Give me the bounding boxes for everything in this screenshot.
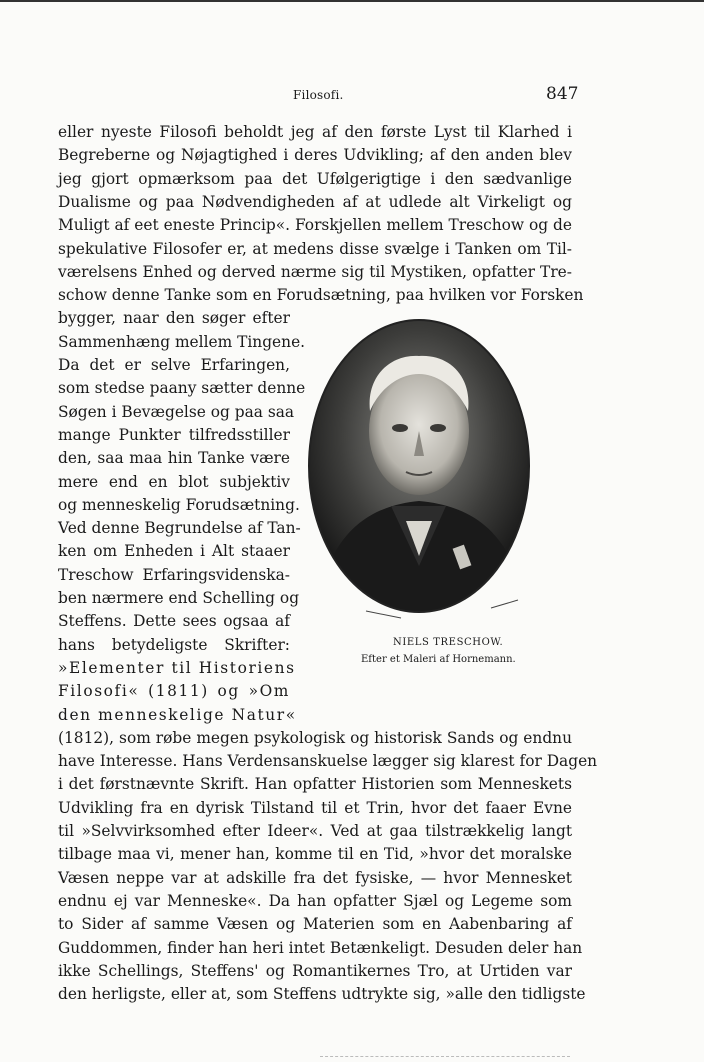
text-line: Filosofi« (1811) og »Om (58, 682, 290, 701)
text-line: i det førstnævnte Skrift. Han opfatter Historien som Menneskets (58, 775, 572, 794)
text-line: den, saa maa hin Tanke være (58, 449, 290, 468)
text-line: ken om Enheden i Alt staaer (58, 542, 290, 561)
bottom-rule (320, 1056, 570, 1058)
text-line: Væsen neppe var at adskille fra det fysiske, — hvor Mennesket (58, 868, 572, 887)
portrait-figure (306, 316, 532, 620)
text-line: Dualisme og paa Nødvendigheden af at udlede alt Virkeligt og (58, 192, 572, 211)
text-line: to Sider af samme Væsen og Materien som en Aabenbaring af (58, 915, 572, 934)
text-line: Sammenhæng mellem Tingene. (58, 332, 306, 351)
text-line: Ved denne Begrundelse af Tan- (58, 519, 301, 538)
text-line: (1812), som røbe megen psykologisk og historisk Sands og endnu (58, 728, 572, 747)
text-line: ikke Schellings, Steffens' og Romantikernes Tro, at Urtiden var (58, 961, 572, 980)
text-line: mere end en blot subjektiv (58, 472, 290, 491)
text-line: jeg gjort opmærksom paa det Ufølgerigtige i den sædvanlige (58, 169, 572, 188)
text-line: hans betydeligste Skrifter: (58, 635, 290, 654)
text-line: Begreberne og Nøjagtighed i deres Udvikling; af den anden blev (58, 146, 572, 165)
text-line: eller nyeste Filosofi beholdt jeg af den første Lyst til Klarhed i (58, 123, 572, 141)
text-line: mange Punkter tilfredsstiller (58, 425, 290, 444)
text-line: den menneskelige Natur« (58, 705, 297, 724)
text-line: og menneskelig Forudsætning. (58, 495, 300, 514)
oval-portrait-icon (306, 316, 532, 620)
text-line: Steffens. Dette sees ogsaa af (58, 612, 290, 631)
text-line: til »Selvvirksomhed efter Ideer«. Ved at gaa tilstrækkelig langt (58, 822, 572, 840)
text-line: »Elementer til Historiens (58, 658, 296, 677)
text-line: Guddommen, finder han heri intet Betænkeligt. Desuden deler han (58, 938, 583, 957)
text-line: Søgen i Bevægelse og paa saa (58, 402, 295, 421)
text-line: tilbage maa vi, mener han, komme til en Tid, »hvor det moralske (58, 845, 572, 864)
text-line: bygger, naar den søger efter (58, 309, 290, 328)
text-line: spekulative Filosofer er, at medens disse svælge i Tanken om Til- (58, 239, 572, 258)
running-head: Filosofi. (293, 88, 344, 102)
text-line: schow denne Tanke som en Forudsætning, paa hvilken vor Forsken (58, 286, 584, 305)
figure-caption-source: Efter et Maleri af Hornemann. (361, 654, 516, 665)
text-line: ben nærmere end Schelling og (58, 589, 300, 607)
text-line: Udvikling fra en dyrisk Tilstand til et Trin, hvor det faaer Evne (58, 798, 572, 817)
text-line: værelsens Enhed og derved nærme sig til Mystiken, opfatter Tre- (58, 262, 572, 281)
page-number: 847 (546, 84, 579, 104)
text-line: som stedse paany sætter denne (58, 379, 306, 398)
figure-caption-name: NIELS TRESCHOW. (393, 637, 504, 648)
text-line: have Interesse. Hans Verdensanskuelse lægger sig klarest for Dagen (58, 752, 598, 771)
text-line: Da det er selve Erfaringen, (58, 356, 290, 374)
text-line: Muligt af eet eneste Princip«. Forskjellen mellem Treschow og de (58, 216, 572, 235)
top-rule (0, 0, 704, 2)
text-line: den herligste, eller at, som Steffens udtrykte sig, »alle den tidligste (58, 985, 586, 1004)
text-line: endnu ej var Menneske«. Da han opfatter Sjæl og Legeme som (58, 891, 572, 910)
text-line: Treschow Erfaringsvidenska- (58, 565, 290, 584)
